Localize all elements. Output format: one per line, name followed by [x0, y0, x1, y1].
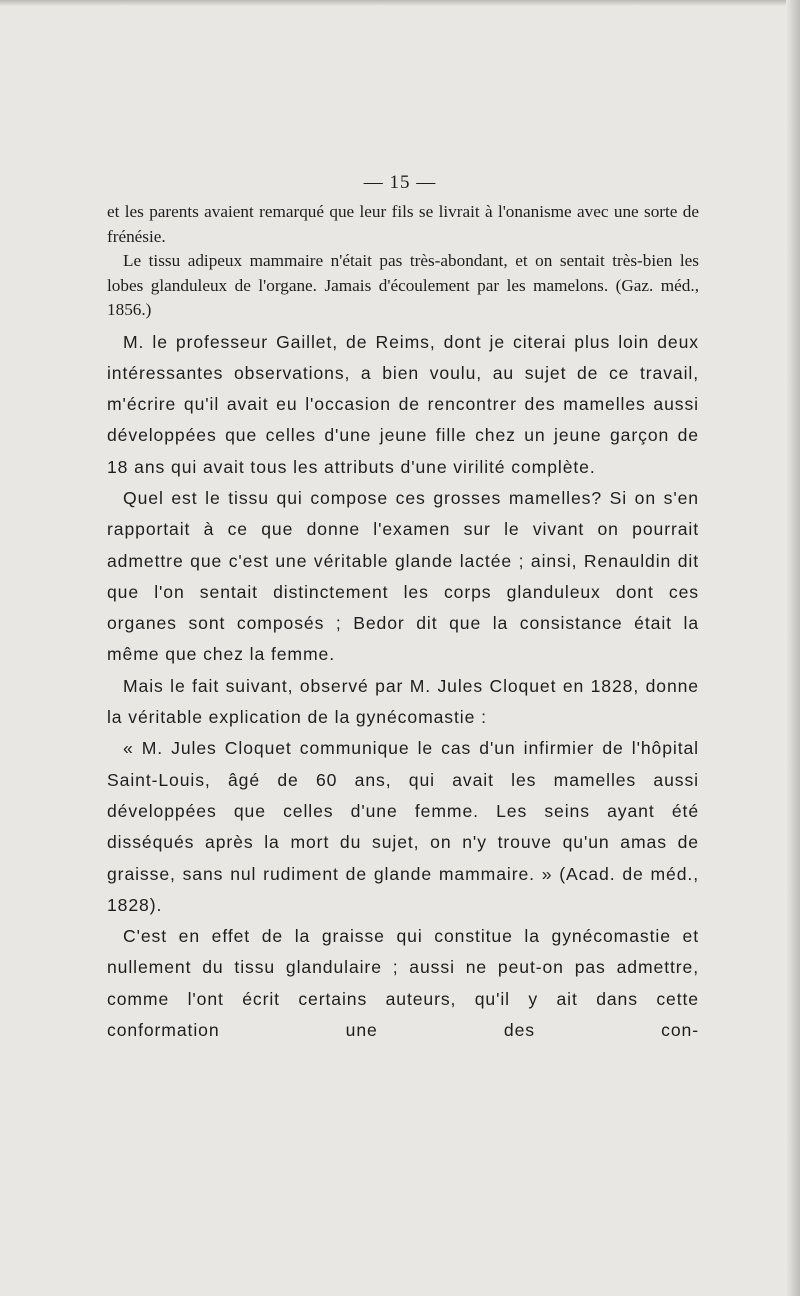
paragraph-small-2: Le tissu adipeux mammaire n'était pas très-abondant, et on sentait très-bien les lobes glanduleux de l'organe. Jamais d'écoulement par les mamelons. (Gaz. méd., 1856.) [107, 251, 699, 319]
paragraph-1: M. le professeur Gaillet, de Reims, dont je citerai plus loin deux intéressantes observations, a bien voulu, au sujet de ce travail, m'écrire qu'il avait eu l'occasion de rencontrer des mamelles aussi développées que celles d'une jeune fille chez un jeune garçon de 18 ans qui avait tous les attributs d'une virilité complète. [107, 331, 699, 477]
paragraph-2: Quel est le tissu qui compose ces grosses mamelles? Si on s'en rapportait à ce que donne l'examen sur le vivant on pourrait admettre que c'est une véritable glande lactée ; ainsi, Renauldin dit que l'on sentait distinctement les corps glanduleux dont ces organes sont composés ; Bedor dit que la consistance était la même que chez la femme. [107, 487, 699, 665]
small-print-block [107, 200, 699, 323]
page-body [107, 200, 699, 1046]
page-number: — 15 — [363, 172, 437, 193]
paragraph-3: Mais le fait suivant, observé par M. Jules Cloquet en 1828, donne la véritable explication de la gynécomastie : [107, 675, 699, 728]
main-text-block [107, 327, 699, 1047]
page-binding-edge [786, 0, 800, 1296]
paragraph-5: C'est en effet de la graisse qui constitue la gynécomastie et nullement du tissu glandulaire ; aussi ne peut-on pas admettre, comme l'ont écrit certains auteurs, qu'il y ait dans cette conformation une des con- [107, 926, 699, 1041]
paragraph-4: « M. Jules Cloquet communique le cas d'un infirmier de l'hôpital Saint-Louis, âgé de 60 ans, qui avait les mamelles aussi développées que celles d'une femme. Les seins ayant été disséqués après la mort du sujet, on n'y trouve qu'un amas de graisse, sans nul rudiment de glande mammaire. » (Acad. de méd., 1828). [107, 738, 699, 915]
paragraph-small-1: et les parents avaient remarqué que leur fils se livrait à l'onanisme avec une sorte de frénésie. [107, 202, 699, 246]
page-top-edge [0, 0, 800, 6]
